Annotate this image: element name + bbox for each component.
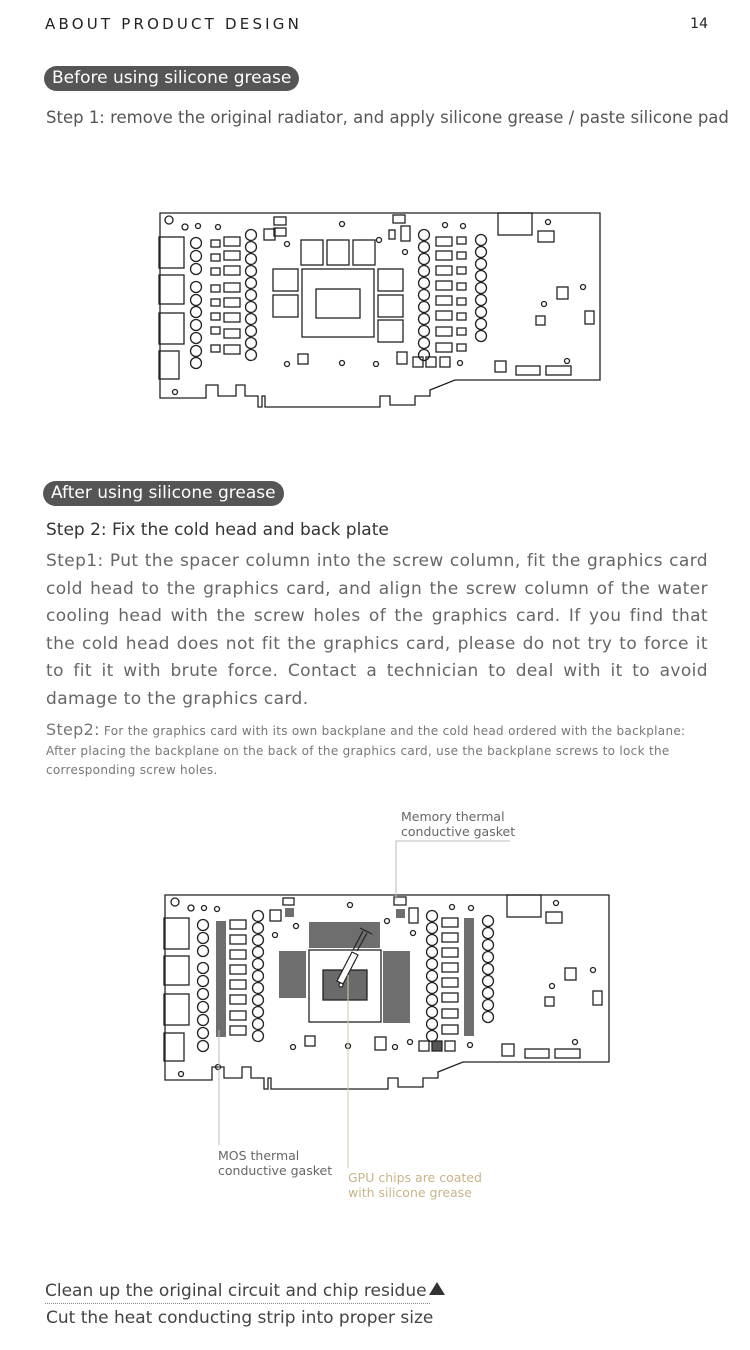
pcb-diagram-after (164, 895, 609, 1089)
capacitor-column (483, 916, 494, 1023)
page-number: 14 (690, 16, 708, 32)
io-ports (164, 918, 189, 1061)
gpu-grease-callout (348, 1170, 482, 1200)
footer-line-1 (45, 1281, 430, 1304)
inductor-column (436, 223, 466, 353)
capacitor-column (419, 230, 430, 361)
step1-instruction: Step 1: remove the original radiator, and apply silicone grease / paste silicone pad (46, 108, 729, 127)
callout-line: with silicone grease (348, 1185, 472, 1200)
io-ports (159, 237, 184, 379)
step2-lead: Step2: (46, 720, 100, 739)
before-grease-badge: Before using silicone grease (44, 66, 299, 91)
after-grease-badge: After using silicone grease (43, 481, 284, 506)
triangle-up-icon (429, 1282, 445, 1295)
step2-paragraph (46, 720, 716, 781)
callout-line: conductive gasket (218, 1163, 333, 1178)
footer-text-1: Clean up the original circuit and chip residue (45, 1281, 427, 1301)
callout-line: conductive gasket (401, 824, 516, 839)
step2-title: Step 2: Fix the cold head and back plate (46, 520, 389, 540)
callout-line: Memory thermal (401, 809, 505, 824)
step1-paragraph: Step1: Put the spacer column into the screw column, fit the graphics card cold head to the graphics card, and align the screw column of the water cooling head with the screw holes of the graphics card. If you find that the cold head does not fit the graphics card, please do not try to force it to fit it with brute force. Contact a technician to deal with it to avoid damage to the graphics card. (46, 551, 708, 709)
memory-chips (273, 240, 403, 342)
inductor-column (211, 237, 240, 354)
memory-gasket-callout (401, 809, 515, 839)
gpu-die (302, 269, 374, 337)
footer-line-2: Cut the heat conducting strip into proper size (46, 1308, 434, 1328)
pcb-diagram-before (159, 213, 600, 407)
capacitor-column (191, 238, 202, 369)
capacitor-column (427, 911, 438, 1042)
callout-line: MOS thermal (218, 1148, 300, 1163)
inductor-column (230, 920, 246, 1035)
step2-text: For the graphics card with its own backplane and the cold head ordered with the backplane: After placing the backplane on the back of the graphics card, use the backplane screws to lock the corresponding screw holes. (46, 724, 686, 777)
gpu-die (309, 950, 381, 1022)
capacitor-column (476, 235, 487, 342)
doc-header-title: ABOUT PRODUCT DESIGN (45, 15, 303, 33)
callout-line: GPU chips are coated (348, 1170, 482, 1185)
mos-gasket-callout (218, 1148, 332, 1178)
capacitor-column (246, 230, 257, 361)
capacitor-column (253, 911, 264, 1042)
capacitor-column (198, 920, 209, 1052)
